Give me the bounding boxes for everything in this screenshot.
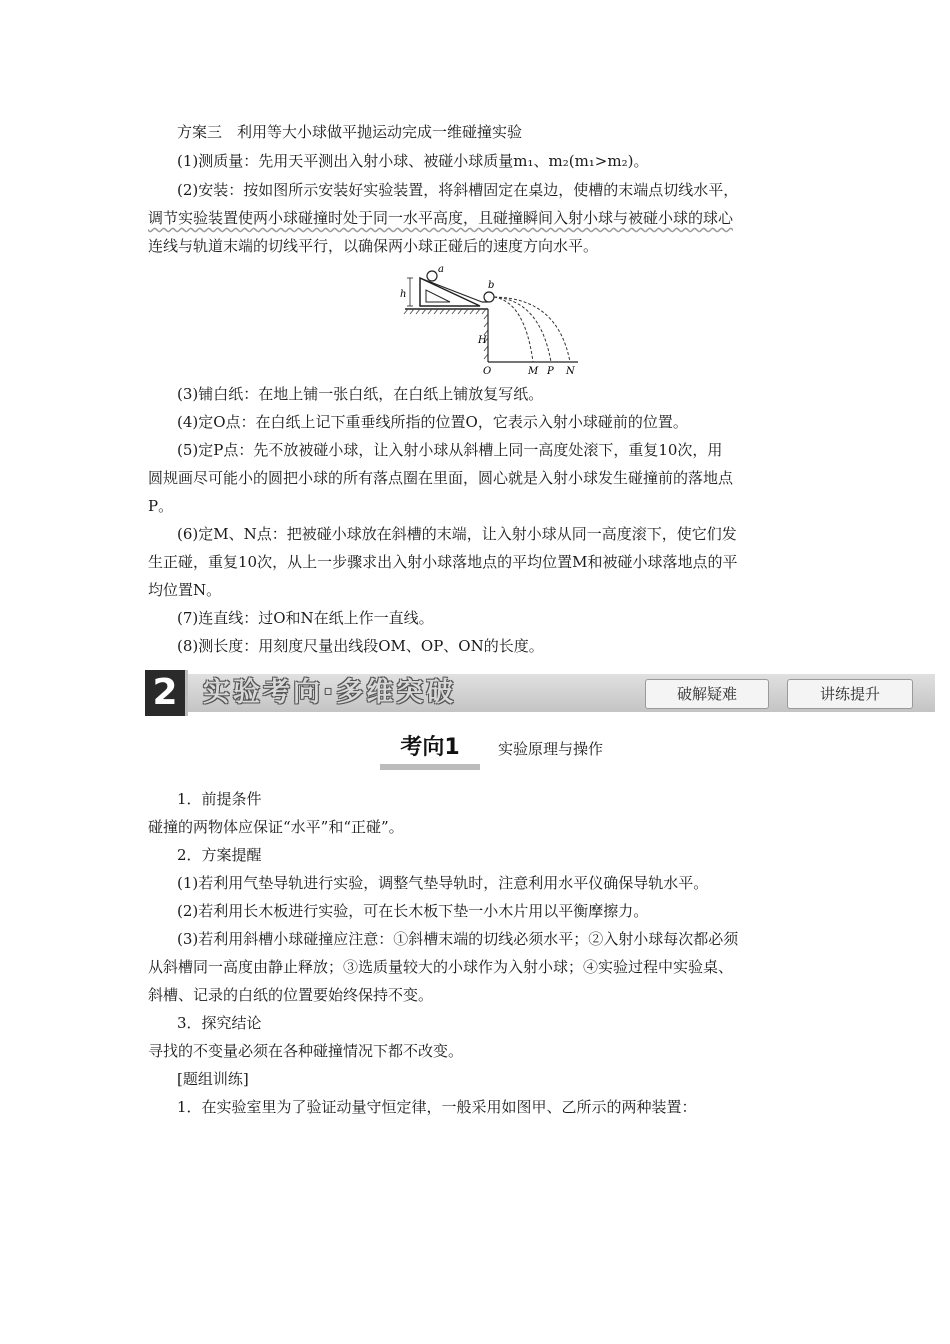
label-O: O	[483, 366, 492, 376]
step-7: (7)连直线：过O和N在纸上作一直线。	[177, 609, 434, 627]
section-title: 实验考向·多维突破	[203, 677, 457, 708]
topic-tab: 考向1	[380, 732, 480, 770]
step-6c: 均位置N。	[148, 581, 222, 599]
step-3: (3)铺白纸：在地上铺一张白纸，在白纸上铺放复写纸。	[177, 385, 544, 403]
item-1: 1．前提条件	[177, 790, 262, 808]
step-6b: 生正碰，重复10次，从上一步骤求出入射小球落地点的平均位置M和被碰小球落地点的平	[148, 553, 738, 571]
item-3-body: 寻找的不变量必须在各种碰撞情况下都不改变。	[148, 1042, 464, 1060]
step-6a: (6)定M、N点：把被碰小球放在斜槽的末端，让入射小球从同一高度滚下，使它们发	[177, 525, 737, 543]
step-2a: (2)安装：按如图所示安装好实验装置，将斜槽固定在桌边，使槽的末端点切线水平，	[177, 181, 739, 199]
step-2b: 调节实验装置使两小球碰撞时处于同一水平高度，且碰撞瞬间入射小球与被碰小球的球心	[148, 209, 734, 227]
item-2-3b: 从斜槽同一高度由静止释放；③选质量较大的小球作为入射小球；④实验过程中实验桌、	[148, 958, 734, 976]
label-N: N	[566, 366, 575, 376]
exercise-label: [题组训练]	[177, 1070, 249, 1088]
step-2c: 连线与轨道末端的切线平行，以确保两小球正碰后的速度方向水平。	[148, 237, 599, 255]
step-4: (4)定O点：在白纸上记下重垂线所指的位置O，它表示入射小球碰前的位置。	[177, 413, 688, 431]
item-1-body: 碰撞的两物体应保证“水平”和“正碰”。	[148, 818, 404, 836]
step-5a: (5)定P点：先不放被碰小球，让入射小球从斜槽上同一高度处滚下，重复10次，用	[177, 441, 723, 459]
resolve-doubts-button[interactable]: 破解疑难	[645, 679, 769, 709]
section-banner	[145, 670, 935, 717]
label-h: h	[400, 289, 407, 300]
item-2: 2．方案提醒	[177, 846, 262, 864]
section-number: 2	[145, 670, 188, 716]
apparatus-diagram	[400, 264, 585, 376]
step-8: (8)测长度：用刻度尺量出线段OM、OP、ON的长度。	[177, 637, 544, 655]
label-M: M	[528, 366, 539, 376]
step-1: (1)测质量：先用天平测出入射小球、被碰小球质量m₁、m₂(m₁>m₂)。	[177, 152, 649, 170]
label-b: b	[488, 280, 495, 291]
label-H: H	[478, 335, 487, 346]
item-2-3c: 斜槽、记录的白纸的位置要始终保持不变。	[148, 986, 434, 1004]
exercise-1: 1．在实验室里为了验证动量守恒定律，一般采用如图甲、乙所示的两种装置：	[177, 1098, 697, 1116]
item-3: 3．探究结论	[177, 1014, 262, 1032]
step-5c: P。	[148, 497, 174, 515]
item-2-3a: (3)若利用斜槽小球碰撞应注意：①斜槽末端的切线必须水平；②入射小球每次都必须	[177, 930, 739, 948]
label-P: P	[547, 366, 554, 376]
item-2-2: (2)若利用长木板进行实验，可在长木板下垫一小木片用以平衡摩擦力。	[177, 902, 649, 920]
label-a: a	[438, 264, 444, 275]
step-5b: 圆规画尽可能小的圆把小球的所有落点圈在里面，圆心就是入射小球发生碰撞前的落地点	[148, 469, 734, 487]
topic-subtitle: 实验原理与操作	[498, 740, 604, 758]
item-2-1: (1)若利用气垫导轨进行实验，调整气垫导轨时，注意利用水平仪确保导轨水平。	[177, 874, 709, 892]
practice-improve-button[interactable]: 讲练提升	[787, 679, 913, 709]
scheme-title: 方案三 利用等大小球做平抛运动完成一维碰撞实验	[177, 123, 523, 141]
